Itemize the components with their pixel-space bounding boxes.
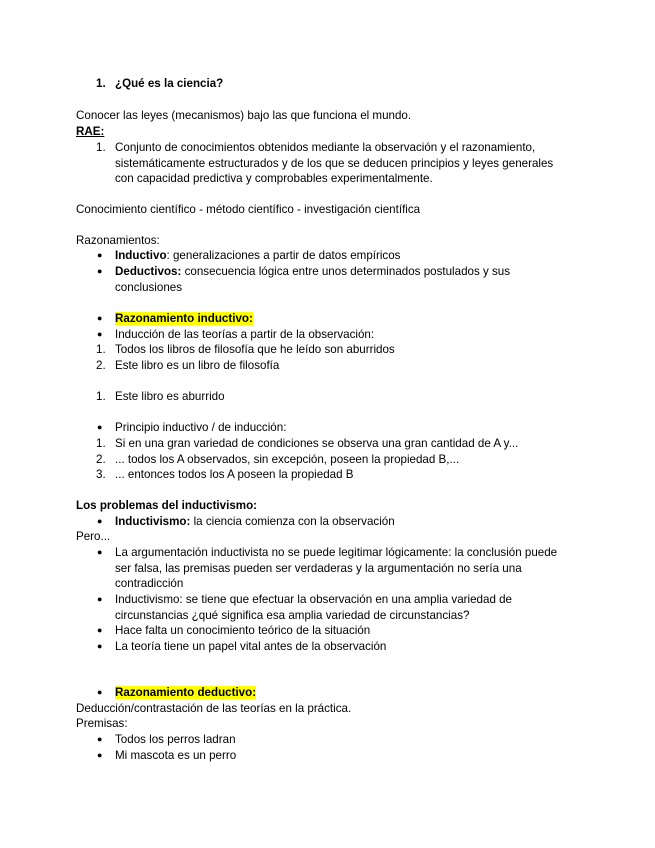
list-item-text	[115, 514, 575, 530]
bullet-icon: ●	[97, 594, 103, 604]
bullet-icon: ●	[97, 329, 103, 339]
premisas-label: Premisas:	[76, 717, 128, 730]
deduccion-line: Deducción/contrastación de las teorías en la práctica.	[76, 702, 352, 715]
list-item-text: Si en una gran variedad de condiciones se observa una gran cantidad de A y...	[115, 437, 519, 450]
list-marker: 1.	[96, 343, 106, 356]
list-item-text: Inducción de las teorías a partir de la observación:	[115, 328, 375, 341]
list-item-text: Todos los libros de filosofía que he leído son aburridos	[115, 343, 395, 356]
list-item-text: Todos los perros ladran	[115, 733, 236, 746]
list-item-text	[115, 248, 575, 264]
bullet-icon: ●	[97, 641, 103, 651]
list-item-text: La teoría tiene un papel vital antes de la observación	[115, 640, 387, 653]
pero-line: Pero...	[76, 530, 111, 543]
rae-definition-text: Conjunto de conocimientos obtenidos mediante la observación y el razonamiento, sistemáticamente estructurados y de los que se deducen principios y leyes generales con capacidad predictiva y comprobables experimentalmente.	[115, 141, 554, 186]
inductivo-highlight: Razonamiento inductivo:	[115, 312, 253, 325]
list-item-text: Este libro es aburrido	[115, 390, 225, 403]
list-marker: 1.	[96, 437, 106, 450]
term-desc: : generalizaciones a partir de datos empíricos	[166, 249, 401, 262]
razonamientos-label: Razonamientos:	[76, 234, 160, 247]
bullet-icon: ●	[97, 422, 103, 432]
bullet-icon: ●	[97, 547, 103, 557]
list-marker: 1.	[96, 390, 106, 403]
bullet-icon: ●	[97, 266, 103, 276]
term-bold: Inductivismo:	[115, 515, 191, 528]
list-marker: 3.	[96, 468, 106, 481]
bullet-icon: ●	[97, 516, 103, 526]
bullet-icon: ●	[97, 687, 103, 697]
problemas-heading: Los problemas del inductivismo:	[76, 499, 258, 512]
list-item-text: La argumentación inductivista no se puede legitimar lógicamente: la conclusión puede ser falsa, las premisas pueden ser verdaderas y la argumentación no sería una contradicción	[115, 546, 558, 591]
heading-text: ¿Qué es la ciencia?	[115, 77, 224, 90]
bullet-icon: ●	[97, 734, 103, 744]
bullet-icon: ●	[97, 750, 103, 760]
intro-paragraph: Conocer las leyes (mecanismos) bajo las que funciona el mundo.	[76, 109, 412, 122]
list-marker: 2.	[96, 359, 106, 372]
list-item-text: Hace falta un conocimiento teórico de la situación	[115, 624, 371, 637]
term-bold: Inductivo	[115, 249, 167, 262]
deductivo-highlight: Razonamiento deductivo:	[115, 686, 257, 699]
bullet-icon: ●	[97, 250, 103, 260]
list-item-text: Inductivismo: se tiene que efectuar la observación en una amplia variedad de circunstancias ¿qué significa esa amplia variedad de circunstancias?	[115, 593, 513, 622]
rae-label: RAE:	[76, 125, 105, 138]
list-item-text: ... todos los A observados, sin excepción, poseen la propiedad B,...	[115, 453, 460, 466]
list-item-text: ... entonces todos los A poseen la propiedad B	[115, 468, 354, 481]
list-item-text	[115, 264, 535, 295]
heading-number: 1.	[96, 77, 106, 90]
list-item-text: Mi mascota es un perro	[115, 749, 237, 762]
bullet-icon: ●	[97, 625, 103, 635]
bullet-icon: ●	[97, 313, 103, 323]
term-desc: consecuencia lógica entre unos determinados postulados y sus conclusiones	[115, 265, 511, 294]
list-item-text: Principio inductivo / de inducción:	[115, 421, 287, 434]
conocimiento-line: Conocimiento científico - método científico - investigación científica	[76, 203, 421, 216]
term-desc: la ciencia comienza con la observación	[190, 515, 395, 528]
list-marker: 1.	[96, 141, 106, 154]
list-item-text: Este libro es un libro de filosofía	[115, 359, 280, 372]
list-marker: 2.	[96, 453, 106, 466]
term-bold: Deductivos:	[115, 265, 182, 278]
